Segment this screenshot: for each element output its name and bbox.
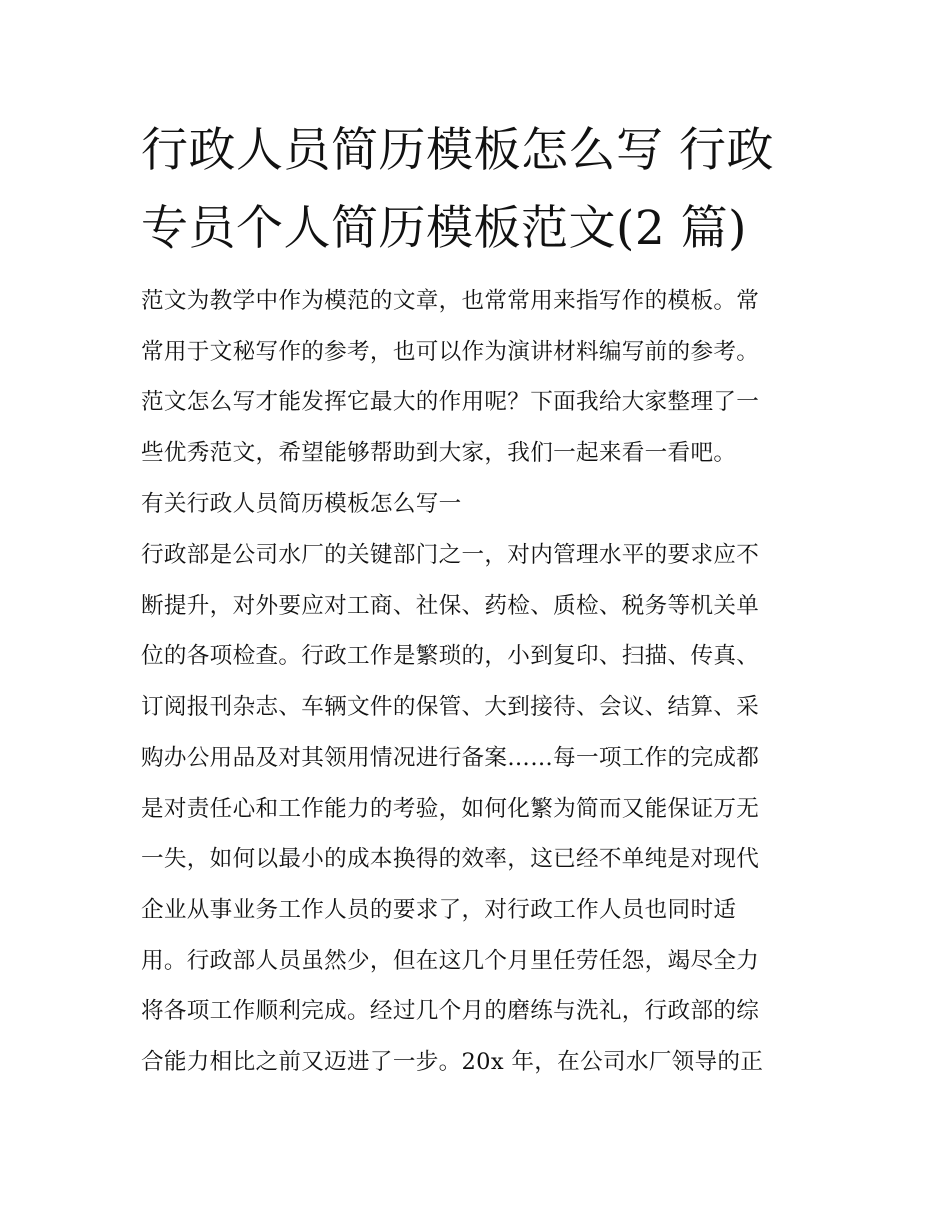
document-title: [141, 112, 821, 268]
intro-line: 些优秀范文，希望能够帮助到大家，我们一起来看一看吧。: [141, 440, 737, 467]
intro-line: 范文怎么写才能发挥它最大的作用呢？下面我给大家整理了一: [141, 389, 760, 416]
section-paragraph: [141, 530, 821, 1088]
section-line: 一失，如何以最小的成本换得的效率，这已经不单纯是对现代: [141, 846, 760, 873]
section-line: 购办公用品及对其领用情况进行备案……每一项工作的完成都: [141, 744, 760, 771]
section-line: 合能力相比之前又迈进了一步。20x 年，在公司水厂领导的正: [141, 1049, 764, 1076]
intro-line: 范文为教学中作为模范的文章，也常常用来指写作的模板。常: [141, 288, 760, 314]
section-heading: 有关行政人员简历模板怎么写一: [141, 491, 462, 517]
section-line: 断提升，对外要应对工商、社保、药检、质检、税务等机关单: [141, 592, 760, 619]
section-line: 订阅报刊杂志、车辆文件的保管、大到接待、会议、结算、采: [141, 694, 760, 721]
section-line: 企业从事业务工作人员的要求了，对行政工作人员也同时适: [141, 896, 737, 923]
section-line: 用。行政部人员虽然少，但在这几个月里任劳任怨，竭尽全力: [141, 947, 760, 974]
title-line: 专员个人简历模板范文(2 篇): [141, 201, 748, 256]
intro-paragraph: [141, 276, 821, 479]
section-line: 行政部是公司水厂的关键部门之一，对内管理水平的要求应不: [141, 542, 760, 568]
intro-line: 常用于文秘写作的参考，也可以作为演讲材料编写前的参考。: [141, 338, 760, 365]
title-line: 行政人员简历模板怎么写 行政: [141, 123, 774, 178]
section-line: 位的各项检查。行政工作是繁琐的，小到复印、扫描、传真、: [141, 643, 760, 670]
section-line: 将各项工作顺利完成。经过几个月的磨练与洗礼，行政部的综: [141, 998, 760, 1025]
section-line: 是对责任心和工作能力的考验，如何化繁为简而又能保证万无: [141, 795, 760, 822]
